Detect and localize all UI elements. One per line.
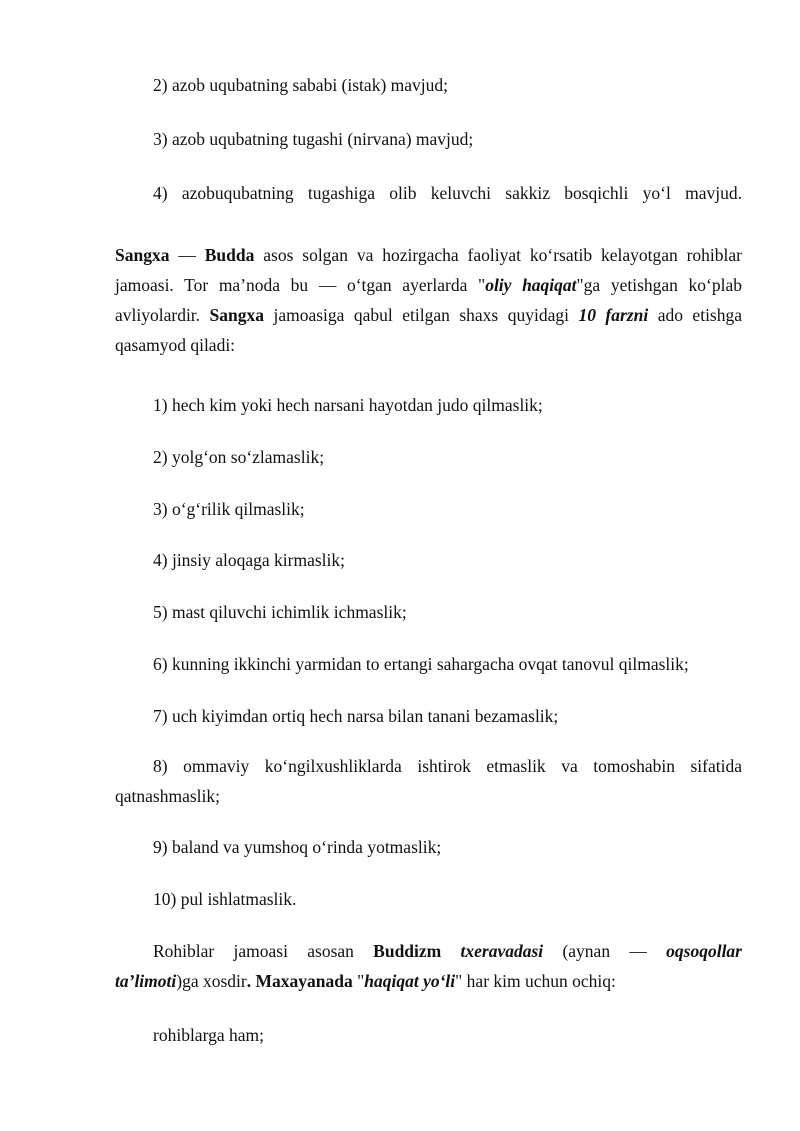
vow-9: 9) baland va yumshoq o‘rinda yotmaslik; — [153, 837, 442, 857]
term-sangxa-2: Sangxa — [209, 305, 264, 325]
theravada-paragraph: Rohiblar jamoasi asosan Buddizm txeravadasi (aynan — oqsoqollar ta’limoti)ga xosdir. Maxayanada "haqiqat yo‘li" har kim uchun ochiq: — [115, 941, 742, 991]
term-buddizm: Buddizm — [373, 941, 442, 961]
term-txeravadasi: txeravadasi — [460, 941, 544, 961]
vow-7: 7) uch kiyimdan ortiq hech narsa bilan tanani bezamaslik; — [153, 706, 559, 726]
term-budda: Budda — [204, 245, 255, 265]
term-10-farz: 10 farzni — [578, 305, 649, 325]
term-maxayanada: . Maxayanada — [246, 971, 353, 991]
term-sangxa: Sangxa — [115, 245, 170, 265]
vow-8: 8) ommaviy ko‘ngilxushliklarda ishtirok etmaslik va tomoshabin sifatida qatnashmaslik; — [115, 756, 742, 806]
truth-3: 3) azob uqubatning tugashi (nirvana) mavjud; — [153, 129, 474, 149]
vow-5: 5) mast qiluvchi ichimlik ichmaslik; — [153, 602, 407, 622]
vow-10: 10) pul ishlatmaslik. — [153, 889, 297, 909]
term-oliy-haqiqat: oliy haqiqat — [485, 275, 577, 295]
sangha-paragraph: Sangxa — Budda asos solgan va hozirgacha faoliyat ko‘rsatib kelayotgan rohiblar jamoasi. Tor ma’noda bu — o‘tgan ayerlarda "oliy haqiqat"ga yetishgan ko‘plab avliyolardir. Sangxa jamoasiga qabul etilgan shaxs quyidagi 10 farzni ado etishga qasamyod qiladi: — [115, 245, 743, 355]
term-oqsoqollar: oqsoqollar — [666, 941, 742, 961]
term-haqiqat-yoli: haqiqat yo‘li — [364, 971, 456, 991]
term-talimoti: ta’limoti — [115, 971, 177, 991]
vow-2: 2) yolg‘on so‘zlamaslik; — [153, 447, 325, 467]
vow-3: 3) o‘g‘rilik qilmaslik; — [153, 499, 305, 519]
vow-6: 6) kunning ikkinchi yarmidan to ertangi sahargacha ovqat tanovul qilmaslik; — [153, 654, 689, 674]
vow-1: 1) hech kim yoki hech narsani hayotdan judo qilmaslik; — [153, 395, 543, 415]
vow-4: 4) jinsiy aloqaga kirmaslik; — [153, 550, 345, 570]
truth-2: 2) azob uqubatning sababi (istak) mavjud; — [153, 75, 448, 95]
monks-line: rohiblarga ham; — [153, 1025, 264, 1045]
truth-4: 4) azobuqubatning tugashiga olib keluvchi sakkiz bosqichli yo‘l mavjud. — [153, 183, 742, 203]
